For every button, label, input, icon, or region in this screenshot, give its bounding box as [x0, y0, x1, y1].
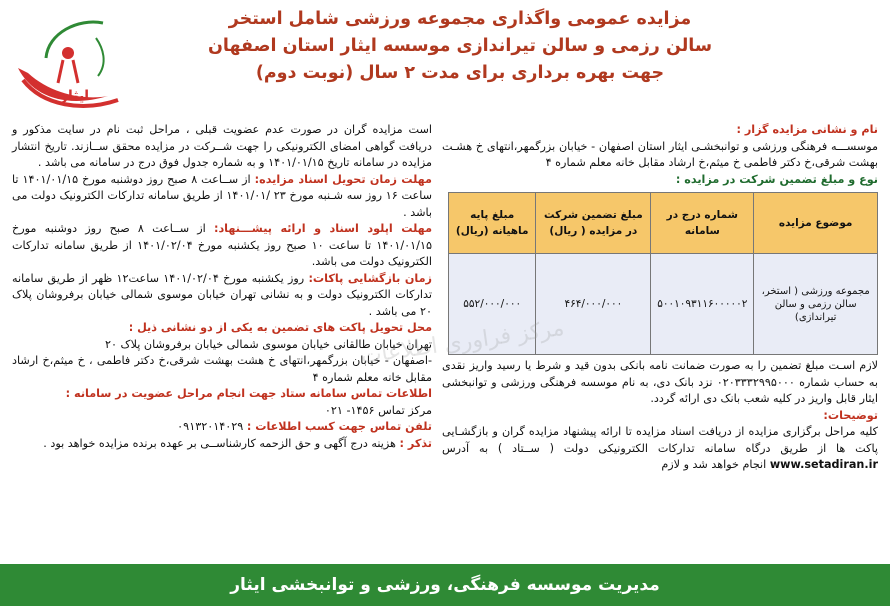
setad-heading: اطلاعات تماس سامانه ستاد جهت انجام مراحل عضویت در سامانه : — [65, 387, 432, 400]
notes-heading: توضیحات: — [823, 408, 878, 422]
logo-text: ایثار — [60, 88, 90, 104]
table-header: مبلغ پایه ماهیانه (ریال) — [449, 193, 536, 254]
notes-tail: انجام خواهد شد و لازم — [661, 458, 767, 471]
guarantee-text: لازم اسـت مبلغ تضمین را به صورت ضمانت نامه بانکی بدون قید و شرط یا رسید واریز نقدی به حساب شماره ۰۲۰۳۳۳۲۹۹۵۰۰۰ نزد بانک دی، به نام موسسه فرهنگی ورزشی و توانبخشی ایثار قابل واریز در کلیه شعب بانک دی ارائه گردد. — [442, 359, 879, 405]
address-2: -اصفهان - خیابان بزرگمهر،انتهای خ هشت بهشت شرقی،خ دکتر فاطمی ، خ میثم،خ ارشاد مقابل خانه معلم شماره ۴ — [12, 354, 432, 384]
header — [0, 0, 890, 118]
left-column — [12, 122, 432, 452]
upload-heading: مهلت اپلود اسناد و ارائه پیشـــنهاد: — [213, 222, 432, 235]
organizer-text: موسســـه فرهنگی ورزشی و توانبخشـی ایثار استان اصفهان - خیابان بزرگمهر،انتهای خ هشـت بهشت شرقی،خ دکتر فاطمی خ میثم،خ ارشاد مقابل خانه معلم شماره ۴ — [442, 139, 878, 169]
table-cell: ۴۶۴/۰۰۰/۰۰۰ — [536, 254, 651, 355]
notes-paragraph — [442, 424, 878, 474]
reminder-text: هزینه درج آگهی و حق الزحمه کارشناســی بر عهده برنده مزایده خواهد بود . — [43, 436, 396, 450]
website-link[interactable]: www.setadiran.ir — [769, 458, 878, 471]
title-line-3: جهت بهره برداری برای مدت ۲ سال (نوبت دوم) — [255, 63, 665, 83]
doc-delivery-heading: مهلت زمان تحویل اسناد مزایده: — [254, 172, 432, 186]
intro-text: است مزایده گران در صورت عدم عضویت قبلی ، مراحل ثبت نام در سایت مذکور و دریافت گواهی امضای الکترونیکی را جهت شــرکت در مزایده محقق ســازند. تاریخ انتشار مزایده در سامانه تاریخ ۱۴۰۱/۰۱/۱۵ و به شماره جدول فوق درج در سامانه می باشد . — [12, 123, 432, 169]
upload-text: از ســاعت ۸ صبح روز دوشنبه مورخ ۱۴۰۱/۰۱/۱۵ تا ساعت ۱۰ صبح روز یکشنبه مورخ ۱۴۰۱/۰۲/۰۴ از طریق سامانه تدارکات الکترونیک دولت می باشد. — [12, 222, 432, 268]
opening-heading: زمان بازگشایی پاکات: — [308, 271, 432, 285]
footer-banner — [0, 564, 890, 606]
opening-text: روز یکشنبه مورخ ۱۴۰۱/۰۲/۰۴ ساعت۱۲ ظهر از طریق سامانه تدارکات الکترونیک دولت و به نشانی تهران خیابان موسوی شمالی خیابان برفروشان پلاک ۲۰ می باشد . — [12, 271, 432, 318]
delivery-place-heading: محل تحویل پاکت های تضمین به یکی از دو نشانی ذیل : — [128, 321, 432, 334]
right-column — [442, 122, 878, 474]
footer-text: مدیریت موسسه فرهنگی، ورزشی و توانبخشی ایثار — [230, 575, 660, 595]
title-block — [180, 6, 740, 87]
table-cell: ۵۰۰۱۰۹۳۱۱۶۰۰۰۰۰۲ — [651, 254, 754, 355]
phone-heading: تلفن تماس جهت کسب اطلاعات : — [246, 420, 432, 433]
table-cell: ۵۵۲/۰۰۰/۰۰۰ — [449, 254, 536, 355]
table-header: شماره درج در سامانه — [651, 193, 754, 254]
address-1: تهران خیابان طالقانی خیابان موسوی شمالی خیابان برفروشان پلاک ۲۰ — [104, 337, 432, 351]
table-header: موضوع مزایده — [754, 193, 878, 254]
setad-text: مرکز تماس ۱۴۵۶- ۰۲۱ — [324, 403, 432, 417]
title-line-1: مزایده عمومی واگذاری مجموعه ورزشی شامل استخر — [228, 9, 692, 29]
table-header-row — [449, 193, 878, 254]
title-line-2: سالن رزمی و سالن تیراندازی موسسه ایثار استان اصفهان — [207, 36, 713, 56]
table-cell: مجموعه ورزشی ( استخر، سالن رزمی و سالن تیراندازی) — [754, 254, 878, 355]
reminder-heading: تذکر : — [399, 436, 432, 450]
table-header: مبلغ تضمین شرکت در مزایده ( ریال) — [536, 193, 651, 254]
doc-delivery-text: از ســاعت ۸ صبح روز دوشنبه مورخ ۱۴۰۱/۰۱/۱۵ تا ساعت ۱۶ روز سه شـنبه مورخ ۲۳ /۱۴۰۱/۰۱ از طریق سامانه تدارکات الکترونیک دولت می باشد . — [12, 172, 432, 219]
isar-logo — [8, 8, 128, 120]
notes-text: کلیه مراحل برگزاری مزایده از دریافت اسناد مزایده تا ارائه پیشنهاد مزایده گران و بازگشـایی پاکت ها از طریق درگاه سامانه تدارکات الکترونیکی دولت ( ســتاد ) به آدرس — [442, 425, 878, 455]
organizer-heading: نام و نشانی مزایده گزار : — [736, 123, 878, 136]
phone-number: ۰۹۱۳۲۰۱۴۰۲۹ — [177, 420, 244, 433]
watermark: مرکز فراوری اطلاعات — [359, 315, 566, 370]
guarantee-heading: نوع و مبلغ تضمین شرکت در مزایده : — [675, 172, 878, 186]
